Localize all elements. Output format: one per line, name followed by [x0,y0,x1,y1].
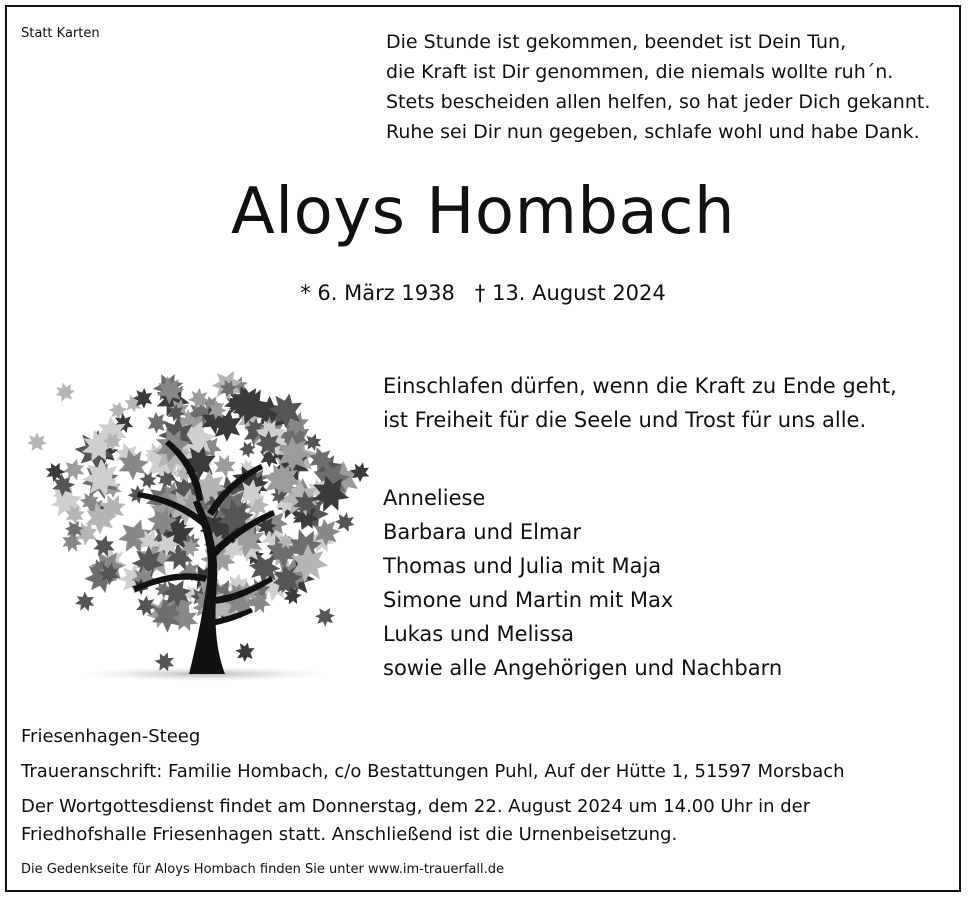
mourner-item: Lukas und Melissa [383,622,574,646]
poem [386,27,930,147]
mourner-item: Barbara und Elmar [383,520,581,544]
obituary-notice [5,5,961,892]
birth-date: * 6. März 1938 [300,281,455,305]
falling-leaf-shape [53,380,76,402]
statt-karten-label: Statt Karten [21,26,100,41]
consolation-quote [383,369,897,437]
memorial-page-note: Die Gedenkseite für Aloys Hombach finden Sie unter www.im-trauerfall.de [21,862,504,877]
place-name: Friesenhagen-Steeg [21,726,201,747]
death-date: † 13. August 2024 [474,281,666,305]
falling-leaf-shape [315,608,335,627]
poem-line: Ruhe sei Dir nun gegeben, schlafe wohl und habe Dank. [386,121,920,143]
life-dates [7,278,959,308]
poem-line: die Kraft ist Dir genommen, die niemals wollte ruh´n. [386,61,894,83]
mourner-item: Anneliese [383,486,486,510]
poem-line: Stets bescheiden allen helfen, so hat jeder Dich gekannt. [386,91,931,113]
autumn-tree-icon [25,352,375,682]
poem-line: Die Stunde ist gekommen, beendet ist Dein Tun, [386,31,847,53]
falling-leaf-shape [234,641,256,664]
falling-leaf-shape [72,590,98,616]
service-line: Der Wortgottesdienst findet am Donnerstag, dem 22. August 2024 um 14.00 Uhr in der [21,796,811,817]
mourners-list [383,481,782,685]
mourner-item: sowie alle Angehörigen und Nachbarn [383,656,783,680]
mourner-item: Simone und Martin mit Max [383,588,674,612]
mourner-item: Thomas und Julia mit Maja [383,554,662,578]
quote-line: Einschlafen dürfen, wenn die Kraft zu Ende geht, [383,374,897,398]
service-info [21,793,810,849]
falling-leaf-shape [27,432,47,451]
mourning-address: Traueranschrift: Familie Hombach, c/o Bestattungen Puhl, Auf der Hütte 1, 51597 Morsbach [21,761,845,782]
falling-leaf-shape [334,510,357,532]
deceased-name: Aloys Hombach [231,175,735,249]
quote-line: ist Freiheit für die Seele und Trost für uns alle. [383,408,867,432]
service-line: Friedhofshalle Friesenhagen statt. Anschließend ist die Urnenbeisetzung. [21,824,678,845]
